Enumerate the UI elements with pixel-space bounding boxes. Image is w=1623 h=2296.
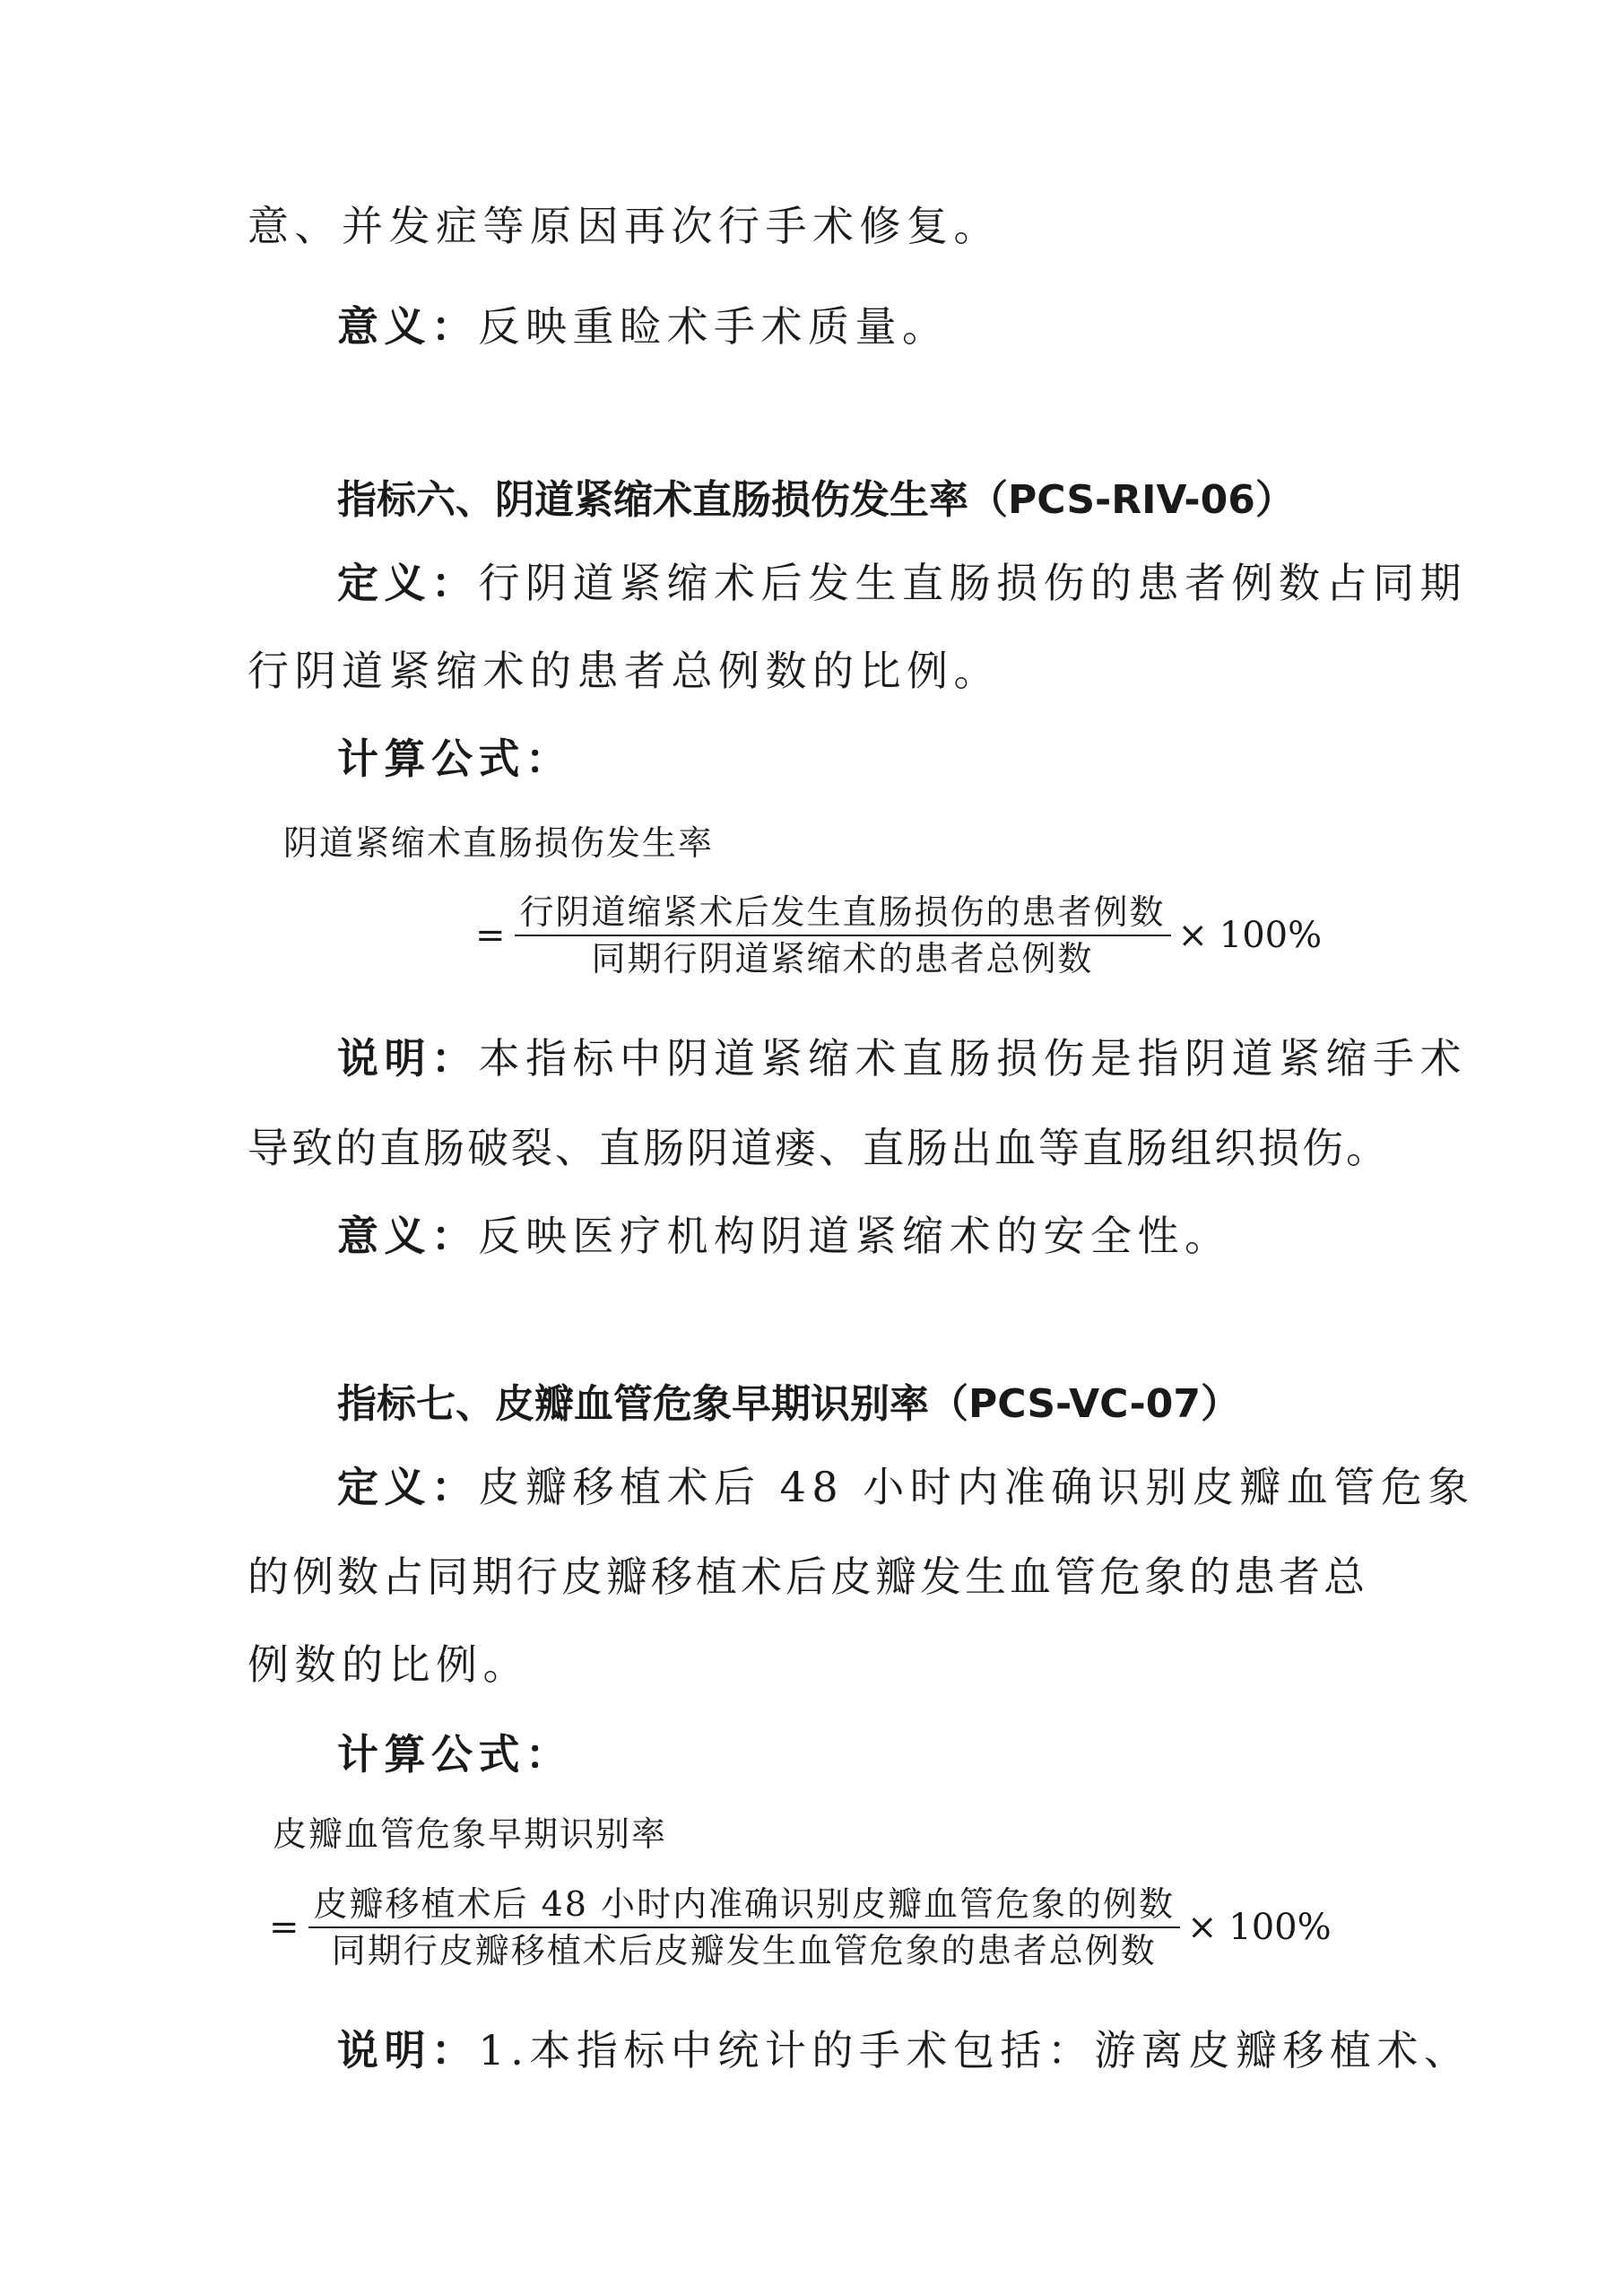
indicator-7-heading: 指标七、皮瓣血管危象早期识别率（PCS-VC-07） (337, 1381, 1240, 1427)
note-label: 说明： (337, 1034, 479, 1083)
indicator-6-definition-cont: 行阴道紧缩术的患者总例数的比例。 (247, 647, 1001, 695)
formula-7 (269, 1882, 1332, 1973)
equals-sign: = (475, 915, 506, 956)
meaning-text: 反映医疗机构阴道紧缩术的安全性。 (478, 1212, 1232, 1260)
fraction (308, 1882, 1181, 1973)
formula-6 (475, 890, 1322, 981)
numerator: 行阴道缩紧术后发生直肠损伤的患者例数 (519, 892, 1166, 932)
paragraph-continuation: 意、并发症等原因再次行手术修复。 (247, 202, 1001, 250)
denominator: 同期行皮瓣移植术后皮瓣发生血管危象的患者总例数 (331, 1931, 1157, 1970)
indicator-7-note (337, 2023, 1476, 2077)
definition-text: 皮瓣移植术后 48 小时内准确识别皮瓣血管危象 (478, 1463, 1475, 1511)
formula-name: 皮瓣血管危象早期识别率 (273, 1814, 668, 1854)
definition-label: 定义： (337, 1463, 479, 1511)
definition-label: 定义： (337, 559, 479, 607)
numerator: 皮瓣移植术后 48 小时内准确识别皮瓣血管危象的例数 (313, 1884, 1176, 1924)
indicator-6-note-cont: 导致的直肠破裂、直肠阴道瘘、直肠出血等直肠组织损伤。 (247, 1124, 1390, 1172)
meaning-paragraph (337, 300, 1476, 353)
indicator-6-meaning (337, 1209, 1476, 1263)
formula-name: 阴道紧缩术直肠损伤发生率 (283, 823, 715, 863)
indicator-7-definition (337, 1460, 1476, 1514)
meaning-text: 反映重睑术手术质量。 (478, 302, 950, 351)
definition-text: 行阴道紧缩术后发生直肠损伤的患者例数占同期 (478, 559, 1467, 607)
indicator-7-definition-cont: 的例数占同期行皮瓣移植术后皮瓣发生血管危象的患者总 (247, 1552, 1368, 1601)
equals-sign: = (269, 1907, 299, 1948)
formula-label: 计算公式： (337, 1730, 573, 1779)
meaning-label: 意义： (337, 1212, 479, 1260)
formula-label: 计算公式： (337, 735, 573, 783)
note-text: 1.本指标中统计的手术包括：游离皮瓣移植术、 (478, 2026, 1471, 2074)
meaning-label: 意义： (337, 302, 479, 351)
indicator-6-note (337, 1031, 1476, 1085)
note-text: 本指标中阴道紧缩术直肠损伤是指阴道紧缩手术 (478, 1034, 1467, 1083)
multiplier: × 100% (1177, 915, 1323, 956)
indicator-7-definition-cont2: 例数的比例。 (247, 1640, 530, 1689)
multiplier: × 100% (1187, 1907, 1332, 1948)
denominator: 同期行阴道紧缩术的患者总例数 (591, 939, 1094, 978)
note-label: 说明： (337, 2026, 479, 2074)
indicator-6-heading: 指标六、阴道紧缩术直肠损伤发生率（PCS-RIV-06） (337, 477, 1295, 523)
indicator-6-definition (337, 556, 1476, 610)
fraction (515, 890, 1171, 981)
